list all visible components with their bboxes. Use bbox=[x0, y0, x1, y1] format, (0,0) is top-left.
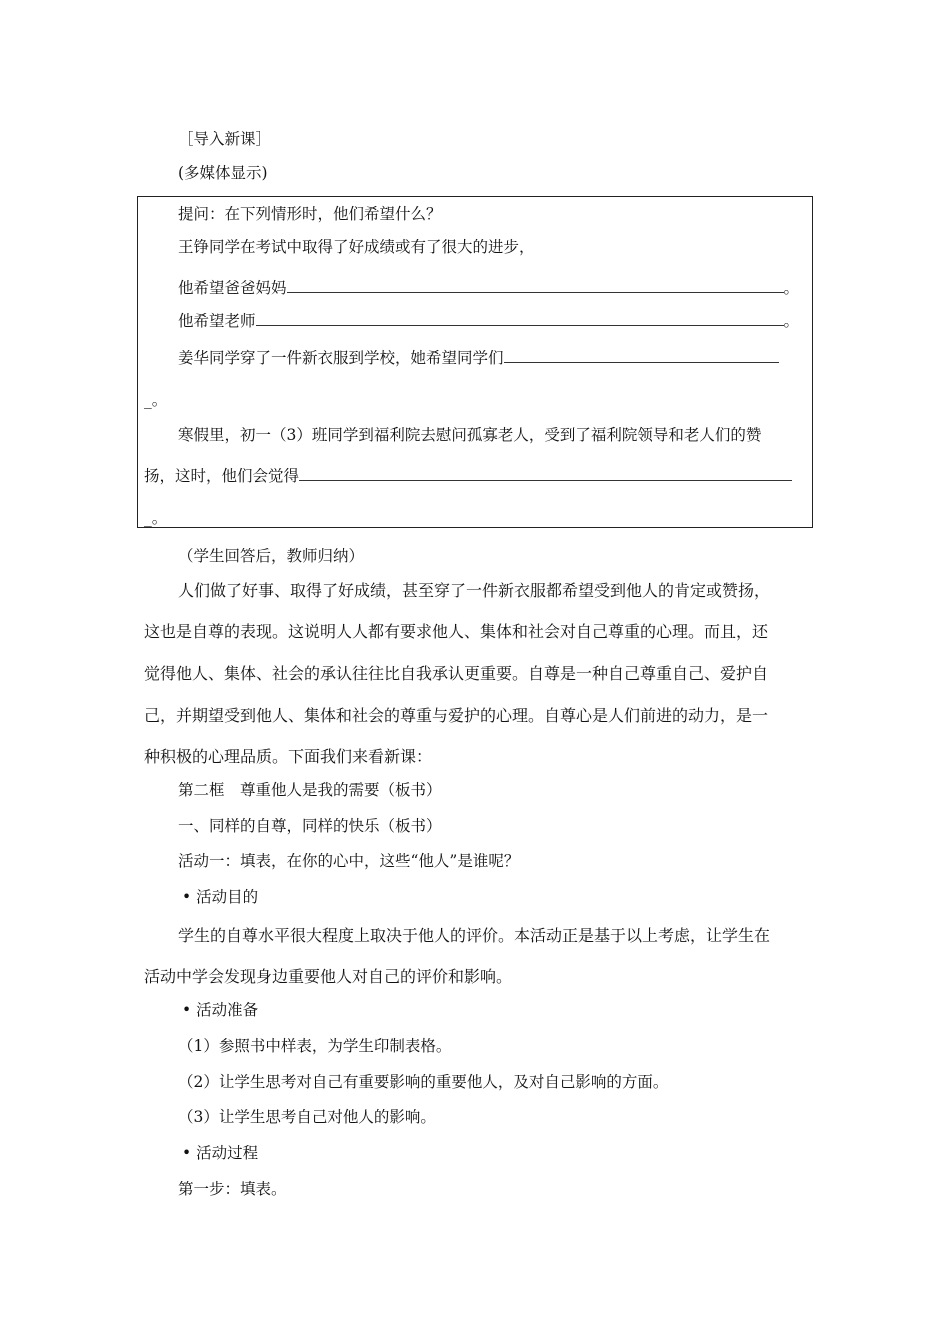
goal-line: 学生的自尊水平很大程度上取决于他人的评价。本活动正是基于以上考虑，让学生在 bbox=[178, 926, 771, 945]
summary-note: （学生回答后，教师归纳） bbox=[178, 547, 365, 565]
case1-parents-label: 他希望爸爸妈妈 bbox=[178, 279, 287, 297]
answer-blank[interactable] bbox=[504, 348, 779, 363]
summary-line: 这也是自尊的表现。这说明人人都有要求他人、集体和社会对自己尊重的心理。而且，还 bbox=[144, 622, 769, 641]
activity1-title: 活动一：填表，在你的心中，这些“他人”是谁呢？ bbox=[178, 852, 520, 870]
period: 。 bbox=[783, 312, 800, 330]
box-case2-tail: _。 bbox=[144, 391, 168, 409]
summary-line: 人们做了好事、取得了好成绩，甚至穿了一件新衣服都希望受到他人的肯定或赞扬， bbox=[178, 581, 771, 600]
answer-blank[interactable] bbox=[299, 466, 792, 481]
prep-item: （2）让学生思考对自己有重要影响的重要他人，及对自己影响的方面。 bbox=[178, 1073, 669, 1091]
process-label: • 活动过程 bbox=[182, 1144, 259, 1162]
answer-blank[interactable] bbox=[287, 278, 784, 293]
summary-line: 觉得他人、集体、社会的承认往往比自我承认更重要。自尊是一种自己尊重自己、爱护自 bbox=[144, 664, 769, 683]
prep-label: • 活动准备 bbox=[182, 1001, 259, 1019]
period: 。 bbox=[783, 279, 800, 297]
summary-line: 种积极的心理品质。下面我们来看新课： bbox=[144, 747, 433, 766]
step1: 第一步：填表。 bbox=[178, 1180, 287, 1198]
box-case3-line2 bbox=[144, 466, 792, 486]
box-case1-teacher bbox=[178, 311, 799, 331]
box-case2 bbox=[178, 348, 779, 368]
summary-line: 己，并期望受到他人、集体和社会的尊重与爱护的心理。自尊心是人们前进的动力，是一 bbox=[144, 706, 769, 725]
box-case1-parents bbox=[178, 278, 799, 298]
case3-label: 扬，这时，他们会觉得 bbox=[144, 467, 300, 485]
answer-blank[interactable] bbox=[256, 311, 784, 326]
case1-teacher-label: 他希望老师 bbox=[178, 312, 256, 330]
intro-heading: ［导入新课］ bbox=[178, 130, 272, 148]
prep-item: （1）参照书中样表，为学生印制表格。 bbox=[178, 1037, 452, 1055]
box-case3-line1: 寒假里，初一（3）班同学到福利院去慰问孤寡老人，受到了福利院领导和老人们的赞 bbox=[178, 426, 762, 444]
box-case3-tail: _。 bbox=[144, 509, 168, 527]
case2-label: 姜华同学穿了一件新衣服到学校，她希望同学们 bbox=[178, 349, 504, 367]
goal-label: • 活动目的 bbox=[182, 888, 259, 906]
box-question: 提问：在下列情形时，他们希望什么？ bbox=[178, 205, 442, 223]
media-note: (多媒体显示) bbox=[178, 164, 268, 182]
section-title: 一、同样的自尊，同样的快乐（板书） bbox=[178, 817, 442, 835]
goal-line: 活动中学会发现身边重要他人对自己的评价和影响。 bbox=[144, 967, 513, 986]
prep-item: （3）让学生思考自己对他人的影响。 bbox=[178, 1108, 436, 1126]
frame-title: 第二框 尊重他人是我的需要（板书） bbox=[178, 781, 442, 799]
box-case1: 王铮同学在考试中取得了好成绩或有了很大的进步， bbox=[178, 238, 535, 256]
